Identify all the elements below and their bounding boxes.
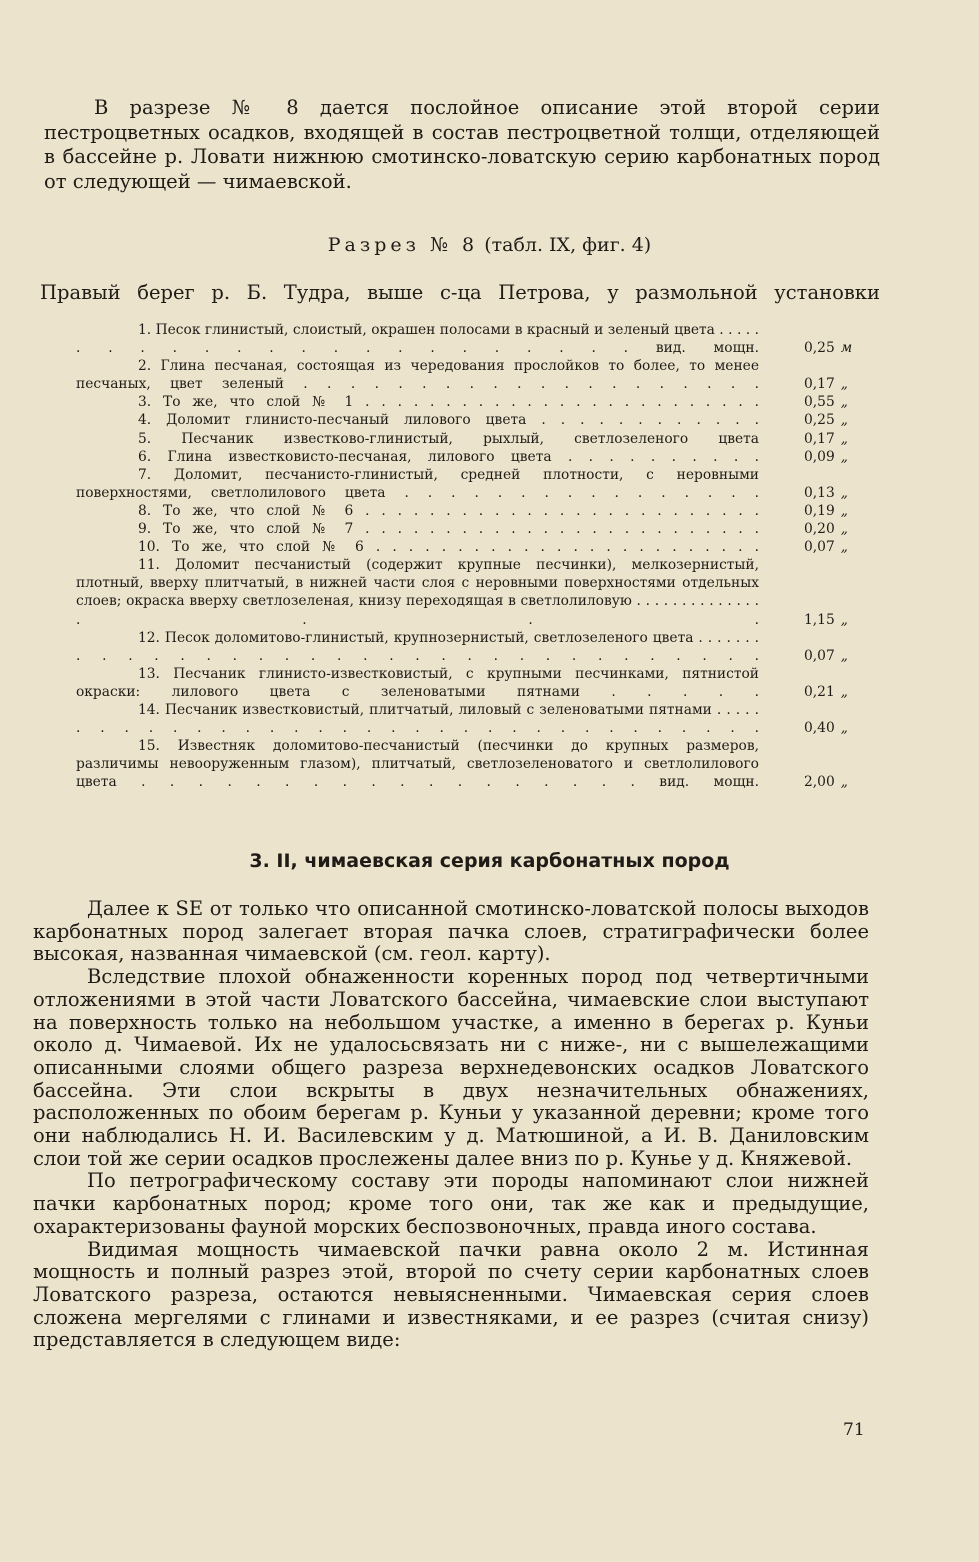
layer-row (76, 411, 884, 429)
caption-reference: (табл. IX, фиг. 4) (484, 234, 652, 256)
layer-row (76, 448, 884, 466)
layer-list (76, 321, 884, 791)
layer-thickness (804, 719, 884, 737)
layer-description: 1. Песок глинистый, слоистый, окрашен полосами в красный и зеленый цвета . . . . . . . . . . . . . . . . . . . . . . . вид. мощн. (76, 322, 759, 357)
caption-section-number: Разрез № 8 (327, 234, 479, 256)
layer-thickness (804, 647, 884, 665)
layer-thickness (804, 538, 884, 556)
layer-description: 12. Песок доломитово-глинистый, крупнозернистый, светлозеленого цвета . . . . . . . . . . . . . . . . . . . . . . . . . . . . . . . . . . (76, 629, 759, 664)
layer-thickness-value: 0,25 (804, 340, 835, 357)
body-text (33, 898, 869, 1352)
layer-thickness-unit: „ (840, 720, 848, 737)
layer-thickness (804, 393, 884, 411)
layer-description: 13. Песчаник глинисто-известковистый, с крупными песчинками, пятнистой окраски: лилового цвета с зеленоватыми пятнами . . . . . (76, 665, 759, 700)
layer-description: 15. Известняк доломитово-песчанистый (песчинки до крупных размеров, различимы невооруженным глазом), плитчатый, светлозеленоватого и светлолилового цвета . . . . . . . . . . . . . . . . . . вид. мощн. (76, 738, 759, 791)
intro-paragraph: В разрезе № 8 дается послойное описание этой второй серии пестроцветных осадков, входящей в состав пестроцветной толщи, отделяющей в бассейне р. Ловати нижнюю смотинско-ловатскую серию карбонатных пород от следующей — чимаевской. (44, 96, 880, 193)
layer-description: 3. То же, что слой № 1 . . . . . . . . . . . . . . . . . . . . . . . . . (138, 394, 759, 411)
layer-thickness-unit: „ (840, 394, 848, 411)
layer-thickness (804, 339, 884, 357)
layer-row (76, 357, 884, 393)
layer-description: 5. Песчаник известково-глинистый, рыхлый, светлозеленого цвета (138, 430, 759, 447)
layer-thickness-unit: „ (840, 430, 848, 447)
layer-thickness-unit: „ (840, 683, 848, 700)
layer-thickness-value: 0,07 (804, 647, 835, 664)
section-caption (0, 234, 979, 256)
page-number: 71 (843, 1420, 865, 1440)
layer-thickness (804, 773, 884, 791)
layer-thickness-value: 0,17 (804, 430, 835, 447)
layer-thickness-unit: „ (840, 484, 848, 501)
section-title: 3. II, чимаевская серия карбонатных пород (249, 850, 730, 872)
layer-thickness-value: 1,15 (804, 611, 835, 628)
layer-description: 7. Доломит, песчанисто-глинистый, средней плотности, с неровными поверхностями, светлолилового цвета . . . . . . . . . . . . . . . . (76, 466, 759, 501)
layer-thickness-value: 0,13 (804, 484, 835, 501)
layer-thickness-value: 0,21 (804, 683, 835, 700)
layer-row (76, 629, 884, 665)
layer-row (76, 466, 884, 502)
layer-row (76, 393, 884, 411)
layer-thickness-value: 0,09 (804, 448, 835, 465)
layer-thickness (804, 683, 884, 701)
layer-thickness-unit: „ (840, 502, 848, 519)
body-paragraph: Видимая мощность чимаевской пачки равна около 2 м. Истинная мощность и полный разрез этой, второй по счету серии карбонатных слоев Ловатского разреза, остаются невыясненными. Чимаевская серия слоев сложена мергелями с глинами и известняками, и ее разрез (считая снизу) представляется в следующем виде: (33, 1237, 869, 1352)
layer-description: 14. Песчаник известковистый, плитчатый, лиловый с зеленоватыми пятнами . . . . . . . . . . . . . . . . . . . . . . . . . . . . . . . . . . (76, 701, 759, 737)
layer-thickness (804, 448, 884, 466)
layer-row (76, 321, 884, 357)
layer-row (76, 737, 884, 791)
layer-row (76, 538, 884, 556)
layer-row (76, 502, 884, 520)
layer-thickness-unit: „ (840, 412, 848, 429)
layer-description: 6. Глина известковисто-песчаная, лилового цвета . . . . . . . . . . (138, 448, 759, 465)
layer-description: 2. Глина песчаная, состоящая из чередования прослойков то более, то менее песчаных, цвет зеленый . . . . . . . . . . . . . . . . . . . . (76, 358, 759, 393)
layer-thickness (804, 375, 884, 393)
layer-thickness-unit: „ (840, 611, 848, 628)
layer-thickness (804, 484, 884, 502)
layer-thickness-unit: „ (840, 448, 848, 465)
layer-thickness-unit: „ (840, 647, 848, 664)
layer-thickness (804, 520, 884, 538)
layer-description: 9. То же, что слой № 7 . . . . . . . . . . . . . . . . . . . . . . . . . (138, 521, 759, 538)
layer-description: 4. Доломит глинисто-песчаный лилового цвета . . . . . . . . . . . . (138, 412, 759, 429)
layer-thickness-unit: „ (840, 774, 848, 791)
layer-thickness-unit: „ (840, 539, 848, 556)
body-paragraph: По петрографическому составу эти породы напоминают слои нижней пачки карбонатных пород; кроме того они, так же как и предыдущие, охарактеризованы фауной морских беспозвоночных, правда иного состава. (33, 1169, 869, 1238)
layer-thickness-value: 0,20 (804, 521, 835, 538)
layer-thickness-unit: „ (840, 521, 848, 538)
layer-thickness-value: 0,19 (804, 502, 835, 519)
layer-thickness-value: 0,07 (804, 539, 835, 556)
body-paragraph: Вследствие плохой обнаженности коренных пород под четвертичными отложениями в этой части Ловатского бассейна, чимаевские слои выступают на поверхность только на небольшом участке, а именно в берегах р. Куньи около д. Чимаевой. Их не удалосьсвязать ни с ниже-, ни с вышележащими описанными слоями общего разреза верхнедевонских осадков Ловатского бассейна. Эти слои вскрыты в двух незначительных обнажениях, расположенных по обоим берегам р. Куньи у указанной деревни; кроме того они наблюдались Н. И. Василевским у д. Матюшиной, а И. В. Даниловским слои той же серии осадков прослежены далее вниз по р. Кунье у д. Княжевой. (33, 965, 869, 1170)
layer-thickness-value: 0,55 (804, 394, 835, 411)
layer-thickness (804, 611, 884, 629)
layer-row (76, 701, 884, 737)
layer-description: 10. То же, что слой № 6 . . . . . . . . . . . . . . . . . . . . . . . . (138, 539, 759, 556)
layer-thickness-value: 0,40 (804, 720, 835, 737)
layer-row (76, 430, 884, 448)
body-paragraph: Далее к SE от только что описанной смотинско-ловатской полосы выходов карбонатных пород залегает вторая пачка слоев, стратиграфически более высокая, названная чимаевской (см. геол. карту). (33, 897, 869, 966)
layer-row (76, 520, 884, 538)
layer-thickness-value: 0,25 (804, 412, 835, 429)
layer-thickness-value: 0,17 (804, 376, 835, 393)
layer-row (76, 665, 884, 701)
layer-thickness (804, 430, 884, 448)
layer-thickness (804, 411, 884, 429)
location-heading: Правый берег р. Б. Тудра, выше с-ца Петрова, у размольной установки (40, 281, 880, 304)
layer-description: 8. То же, что слой № 6 . . . . . . . . . . . . . . . . . . . . . . . . . (138, 502, 759, 519)
layer-description: 11. Доломит песчанистый (содержит крупные песчинки), мелкозернистый, плотный, вверху плитчатый, в нижней части слоя с неровными поверхностями отдельных слоев; окраска вверху светлозеленая, книзу переходящая в светлолиловую . . . . . . . . . . . . . . . . . . (76, 557, 759, 628)
layer-thickness (804, 502, 884, 520)
layer-thickness-unit: м (840, 340, 853, 357)
layer-row (76, 556, 884, 628)
layer-thickness-value: 2,00 (804, 774, 835, 791)
layer-thickness-unit: „ (840, 376, 848, 393)
